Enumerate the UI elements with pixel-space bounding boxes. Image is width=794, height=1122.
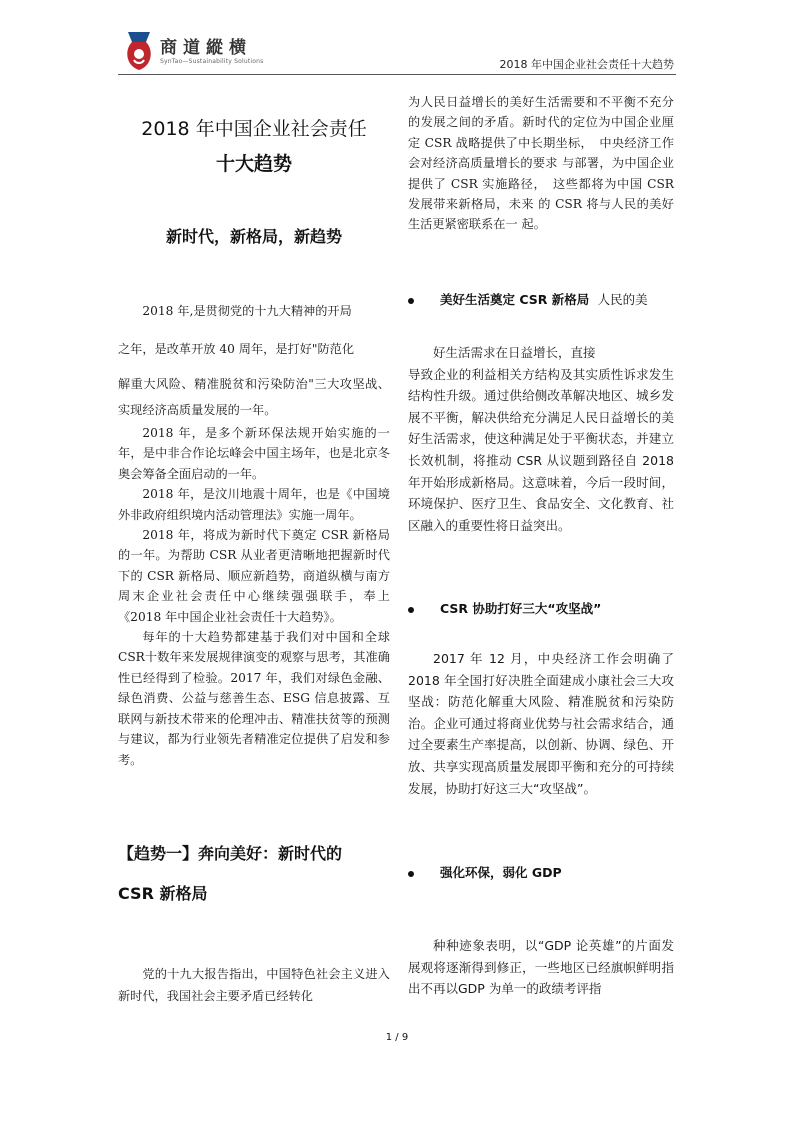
document-title xyxy=(118,112,390,182)
right-column-top xyxy=(408,92,674,235)
bullet-dot-icon xyxy=(408,298,414,304)
paragraph-nineteenth-congress: 党的十九大报告指出，中国特色社会主义进入新时代，我国社会主要矛盾已经转化 xyxy=(118,967,390,1003)
header xyxy=(0,0,794,80)
right-column-three-battles xyxy=(408,648,674,799)
bullet-environment-gdp-title: 强化环保，弱化 GDP xyxy=(440,865,562,880)
running-header-title: 2018 年中国企业社会责任十大趋势 xyxy=(499,58,674,71)
title-line-2: 十大趋势 xyxy=(215,153,292,175)
better-life-body: 导致企业的利益相关方结构及其实质性诉求发生结构性升级。通过供给侧改革解决地区、城乡发展不平衡，解决供给充分满足人民日益增长的美好生活需求，使这种满足处于平衡状态，并建立长效机制，将推动 CSR 从议题到路径自 2018 年开始形成新格局。这意味着，今后一段时间，环境保护、医疗卫生、食品安全、文化教育、社区融入的重要性将日益突出。 xyxy=(408,366,674,533)
logo-icon xyxy=(122,28,156,74)
left-column-closing xyxy=(118,963,390,1007)
bullet-environment-gdp xyxy=(408,863,674,881)
title-line-1: 2018 年中国企业社会责任 xyxy=(141,118,367,140)
document-subtitle: 新时代，新格局，新趋势 xyxy=(165,227,342,246)
right-column-gdp xyxy=(408,935,674,1000)
paragraph-2018-wenchuan: 2018 年，是汶川地震十周年，也是《中国境外非政府组织境内活动管理法》实施一周年。 xyxy=(118,487,390,522)
trend-one-heading-line-1: 【趋势一】奔向美好：新时代的 xyxy=(118,844,343,863)
bullet-dot-icon xyxy=(408,871,414,877)
trend-one-heading xyxy=(118,836,390,912)
logo-text: 商道縱横 xyxy=(160,38,252,58)
bullet-three-battles-title: CSR 协助打好三大“攻坚战” xyxy=(440,601,602,616)
bullet-better-life xyxy=(408,290,674,308)
page-number: 1 / 9 xyxy=(385,1032,409,1043)
left-column-intro xyxy=(118,295,390,770)
intro-line-1: 2018 年,是贯彻党的十九大精神的开局 xyxy=(142,304,352,318)
gdp-body: 种种迹象表明，以“GDP 论英雄”的片面发展观将逐渐得到修正，一些地区已经旗帜鲜明指出不再以GDP 为单一的政绩考评指 xyxy=(408,938,674,997)
bullet-better-life-title: 美好生活奠定 CSR 新格局 xyxy=(440,292,590,307)
right-column-better-life xyxy=(408,342,674,536)
trend-one-heading-line-2: CSR 新格局 xyxy=(118,884,208,903)
paragraph-new-era: 为人民日益增长的美好生活需要和不平衡不充分的发展之间的矛盾。新时代的定位为中国企业厘定 CSR 战略提供了中长期坐标， 中央经济工作会对经济高质量增长的要求 与部署，为中国企业提供了 CSR 实施路径， 这些都将为中国 CSR 发展带来新格局，未来 的 CSR 将与人民的美好生活更紧密联系在一 起。 xyxy=(408,95,674,232)
better-life-line-1: 好生活需求在日益增长，直接 xyxy=(433,345,596,360)
three-battles-body: 2017 年 12 月，中央经济工作会明确了 2018 年全国打好决胜全面建成小康社会三大攻坚战：防范化解重大风险、精准脱贫和污染防治。企业可通过将商业优势与社会需求结合，通过全要素生产率提高，以创新、协调、绿色、开放、共享实现高质量发展即平衡和充分的可持续发展，协助打好这三大“攻坚战”。 xyxy=(408,651,674,796)
bullet-three-battles xyxy=(408,599,674,617)
paragraph-2018-csr: 2018 年，将成为新时代下奠定 CSR 新格局的一年。为帮助 CSR 从业者更清晰地把握新时代下的 CSR 新格局、顺应新趋势，商道纵横与南方周末企业社会责任中心继续强强联手，奉上《2018 年中国企业社会责任十大趋势》。 xyxy=(118,528,390,624)
intro-line-2: 之年，是改革开放 40 周年，是打好"防范化 xyxy=(118,342,355,356)
paragraph-2018-environment: 2018 年，是多个新环保法规开始实施的一年，是中非合作论坛峰会中国主场年，也是北京冬奥会筹备全面启动的一年。 xyxy=(118,426,390,481)
intro-line-3: 解重大风险、精准脱贫和污染防治"三大攻坚战、实现经济高质量发展的一年。 xyxy=(118,377,390,417)
bullet-dot-icon xyxy=(408,607,414,613)
header-rule xyxy=(118,74,676,75)
bullet-better-life-rest: 人民的美 xyxy=(597,292,648,307)
logo-subtitle: SynTao—Sustainability Solutions xyxy=(160,58,264,65)
paragraph-annual-trends: 每年的十大趋势都建基于我们对中国和全球CSR十数年来发展规律演变的观察与思考，其准确性已经得到了检验。2017 年，我们对绿色金融、绿色消费、公益与慈善生态、ESG 信息披露、互联网与新技术带来的伦理冲击、精准扶贫等的预测与建议，都为行业领先者精准定位提供了启发和参考。 xyxy=(118,630,390,767)
